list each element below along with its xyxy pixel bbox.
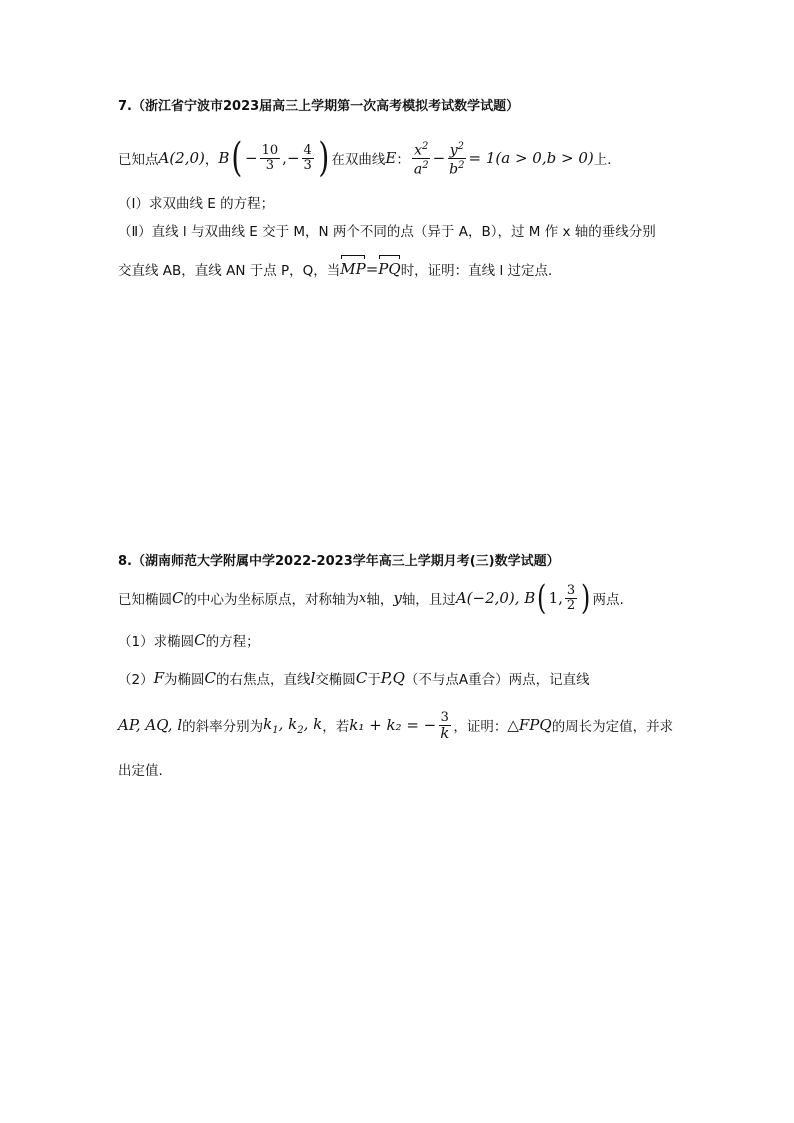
problem-8-part-2-line-1: [118, 667, 688, 689]
part-2-e: 于: [367, 672, 381, 688]
problem-7-stem: [118, 134, 688, 182]
part-2-h: ，若: [322, 719, 350, 735]
problem-7-part-2-line-1: （Ⅱ）直线 l 与双曲线 E 交于 M，N 两个不同的点（异于 A，B），过 M 作 x 轴的垂线分别: [118, 224, 656, 240]
problem-8-header: 8.（湖南师范大学附属中学2022-2023学年高三上学期月考(三)数学试题）: [118, 554, 560, 569]
ellipse-c: C: [204, 669, 216, 687]
fraction-by-num: 4: [303, 142, 312, 158]
line-l: l: [310, 669, 316, 687]
left-paren: (: [537, 578, 547, 618]
part-1-b: 的方程；: [205, 634, 260, 650]
fraction-bx: [260, 144, 281, 173]
triangle-fpq: △FPQ: [507, 716, 552, 734]
fraction-3-k-den: k: [440, 723, 450, 742]
stem-e: 两点.: [592, 592, 624, 608]
problem-7: [118, 98, 688, 280]
right-paren: ): [318, 135, 330, 181]
fraction-3-k-num: 3: [440, 709, 449, 725]
fraction-y2-b2: $\frac{y^2}{b^2}$: [449, 140, 465, 178]
ellipse-c: C: [194, 631, 206, 649]
focus-f: F: [153, 669, 165, 687]
fraction-by-den: 3: [303, 157, 312, 173]
problem-8-part-2-line-2: [118, 705, 688, 745]
problem-8-part-2-line-3: 出定值.: [118, 763, 163, 779]
point-a: A(2,0): [158, 149, 205, 167]
vector-mp: MP: [340, 260, 366, 278]
curve-name: E: [385, 149, 397, 167]
fraction-3-2: [565, 584, 577, 613]
lines-ap-aq-l: AP, AQ, l: [118, 716, 183, 734]
slopes-k1-k2-k: $k_1$, $k_2$, k: [263, 714, 323, 736]
fraction-bx-den: 3: [265, 157, 275, 173]
var-x: x: [358, 590, 367, 606]
condition-lhs: k₁ + k₂ = −: [349, 716, 437, 734]
points-a-b: A(−2,0), B: [455, 589, 536, 607]
equals: =: [365, 260, 379, 278]
problem-8-stem: [118, 577, 688, 619]
part-2-j: 的周长为定值，并求: [551, 719, 674, 735]
stem-d: 轴，且过: [401, 592, 456, 608]
problem-8: [118, 553, 688, 779]
part-2-f: （不与点A重合）两点，记直线: [404, 672, 590, 688]
fraction-3-2-num: 3: [566, 582, 576, 598]
part-2-d: 交椭圆: [315, 672, 356, 688]
fraction-x2-a2: $\frac{x^2}{a^2}$: [413, 140, 429, 178]
part-2-text-b: 时，证明：直线 l 过定点．: [400, 263, 562, 279]
point-b-x: 1,: [548, 589, 563, 607]
stem-c: 轴，: [366, 592, 394, 608]
minus: −: [432, 149, 446, 167]
part-2-g: 的斜率分别为: [182, 719, 264, 735]
fraction-bx-num: 10: [261, 142, 279, 158]
part-2-b: 为椭圆: [164, 672, 205, 688]
part-2-text-a: 交直线 AB，直线 AN 于点 P，Q，当: [118, 263, 341, 279]
comma-minus: ,−: [282, 149, 300, 167]
problem-8-part-1: [118, 629, 688, 651]
right-paren: ): [581, 578, 591, 618]
point-b-label: B: [218, 149, 230, 167]
stem-suffix: 上．: [593, 152, 621, 168]
part-2-a: （2）: [118, 672, 154, 688]
ellipse-c: C: [172, 589, 184, 607]
stem-b: 的中心为坐标原点，对称轴为: [183, 592, 359, 608]
stem-prefix: 已知点: [118, 152, 159, 168]
fraction-by: [302, 144, 314, 173]
ellipse-c: C: [355, 669, 368, 687]
stem-a: 已知椭圆: [118, 592, 172, 608]
problem-7-part-1: （Ⅰ）求双曲线 E 的方程；: [118, 196, 275, 212]
problem-7-header: 7.（浙江省宁波市2023届高三上学期第一次高考模拟考试数学试题）: [118, 99, 520, 114]
fraction-3-k: [438, 711, 451, 740]
part-2-i: ，证明：: [453, 719, 508, 735]
minus-sign: −: [245, 149, 258, 167]
vector-pq: PQ: [378, 260, 401, 278]
stem-mid: 在双曲线: [331, 152, 386, 168]
colon: ：: [396, 152, 410, 168]
part-2-c: 的右焦点，直线: [216, 672, 311, 688]
part-1-a: （1）求椭圆: [118, 634, 195, 650]
problem-7-part-2-line-2: [118, 258, 688, 280]
points-p-q: P,Q: [380, 669, 405, 687]
comma: ，: [204, 152, 219, 168]
var-y: y: [393, 589, 402, 607]
left-paren: (: [231, 135, 243, 181]
fraction-3-2-den: 2: [566, 597, 576, 613]
hyperbola-condition: = 1(a > 0,b > 0): [468, 149, 594, 167]
